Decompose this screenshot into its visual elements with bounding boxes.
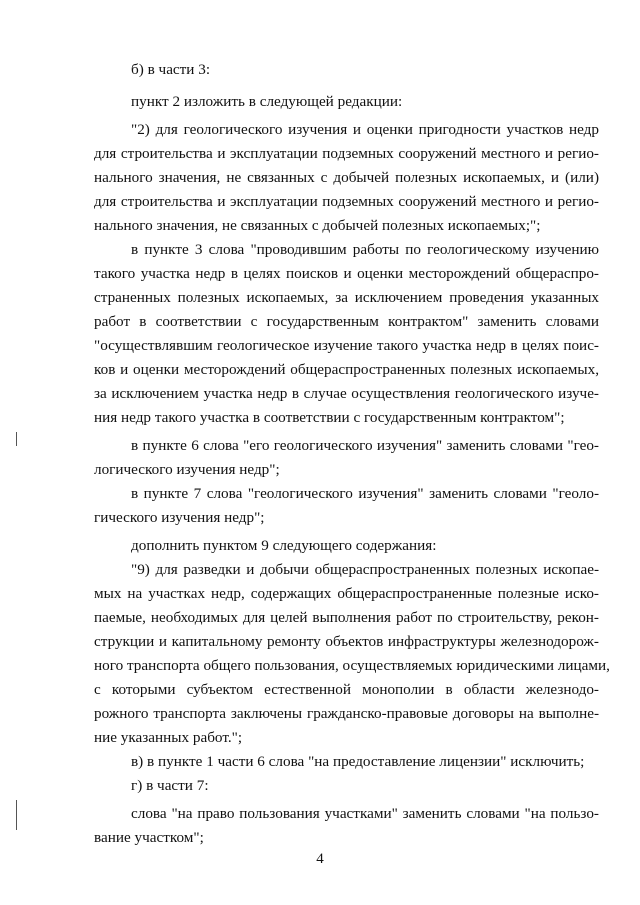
text-line: в пункте 3 слова "проводившим работы по геологическому изучению [131, 241, 599, 258]
text-line: "2) для геологического изучения и оценки пригодности участков недр [131, 121, 599, 138]
text-line: ков и оценки месторождений общераспространенных полезных ископаемых, [94, 361, 599, 378]
text-line: в пункте 6 слова "его геологического изучения" заменить словами "гео- [131, 437, 599, 454]
text-line: "9) для разведки и добычи общераспространенных полезных ископае- [131, 561, 599, 578]
text-line: в пункте 7 слова "геологического изучения" заменить словами "геоло- [131, 485, 599, 502]
text-line: "осуществлявшим геологическое изучение такого участка недр в целях поис- [94, 337, 599, 354]
text-line: ного транспорта общего пользования, осуществляемых юридическими лицами, [94, 657, 610, 674]
text-line: работ в соответствии с государственным контрактом" заменить словами [94, 313, 599, 330]
text-line: такого участка недр в целях поисков и оценки месторождений общераспро- [94, 265, 599, 282]
text-line: нального значения, не связанных с добычей полезных ископаемых;"; [94, 217, 541, 234]
text-line: г) в части 7: [131, 777, 209, 794]
text-line: вание участком"; [94, 829, 204, 846]
text-line: рожного транспорта заключены гражданско-правовые договоры на выполне- [94, 705, 599, 722]
text-line: слова "на право пользования участками" заменить словами "на пользо- [131, 805, 599, 822]
text-line: мых на участках недр, содержащих общераспространенные полезные иско- [94, 585, 599, 602]
text-line: пункт 2 изложить в следующей редакции: [131, 93, 403, 110]
text-line: дополнить пунктом 9 следующего содержания: [131, 537, 437, 554]
text-line: для строительства и эксплуатации подземных сооружений местного и регио- [94, 193, 599, 210]
text-line: ние указанных работ."; [94, 729, 243, 746]
text-line: гического изучения недр"; [94, 509, 265, 526]
text-line: в) в пункте 1 части 6 слова "на предоставление лицензии" исключить; [131, 753, 585, 770]
text-line: нального значения, не связанных с добычей полезных ископаемых, и (или) [94, 169, 599, 186]
text-line: за исключением участка недр в случае осуществления геологического изуче- [94, 385, 599, 402]
text-line: логического изучения недр"; [94, 461, 280, 478]
text-line: б) в части 3: [131, 61, 211, 78]
text-line: для строительства и эксплуатации подземных сооружений местного и регио- [94, 145, 599, 162]
text-line: струкции и капитальному ремонту объектов инфраструктуры железнодорож- [94, 633, 599, 650]
margin-scan-mark-bottom [16, 800, 17, 830]
text-line: с которыми субъектом естественной монополии в области железнодо- [94, 681, 599, 698]
margin-scan-mark [16, 432, 17, 446]
text-line: ния недр такого участка в соответствии с государственным контрактом"; [94, 409, 565, 426]
text-line: страненных полезных ископаемых, за исключением проведения указанных [94, 289, 599, 306]
page-number: 4 [316, 851, 324, 867]
text-line: паемые, необходимых для целей выполнения работ по строительству, рекон- [94, 609, 599, 626]
